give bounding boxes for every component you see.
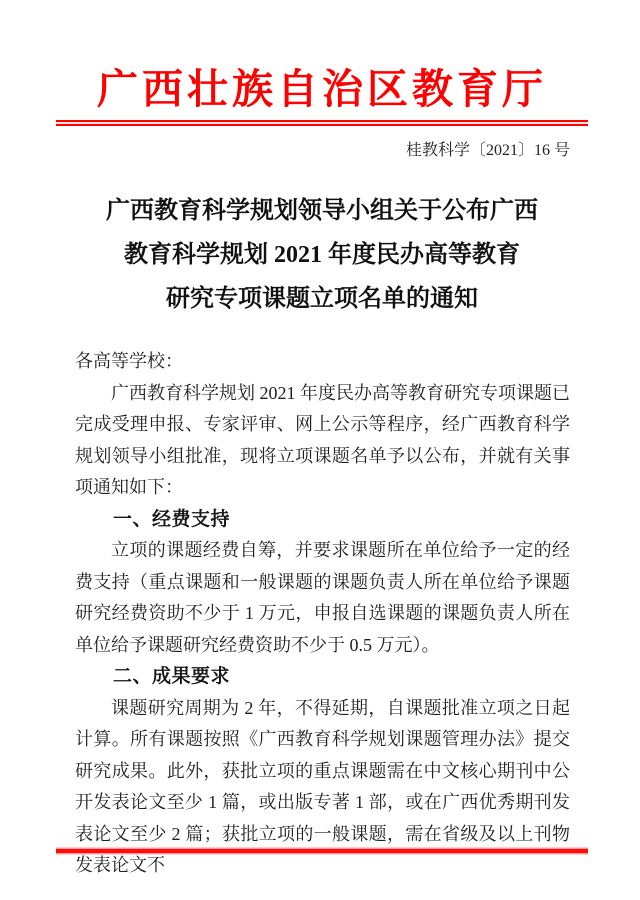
notice-title-line-1: 广西教育科学规划领导小组关于公布广西 [106, 198, 538, 224]
intro-paragraph: 广西教育科学规划 2021 年度民办高等教育研究专项课题已完成受理申报、专家评审、网上公示等程序，经广西教育科学规划领导小组批准，现将立项课题名单予以公布，并就有关事项通知如下： [75, 382, 570, 497]
page-footer-rule [56, 849, 588, 853]
document-number: 桂教科学〔2021〕16 号 [405, 142, 570, 159]
letterhead-divider-rule [56, 120, 588, 126]
agency-name: 广西壮族自治区教育厅 [97, 66, 547, 112]
salutation: 各高等学校： [75, 351, 183, 371]
document-body [56, 346, 588, 882]
notice-title-line-3: 研究专项课题立项名单的通知 [166, 286, 478, 312]
section-2-heading: 二、成果要求 [113, 666, 231, 687]
notice-title-line-2: 教育科学规划 2021 年度民办高等教育 [124, 242, 520, 268]
section-1-heading: 一、经费支持 [113, 508, 231, 530]
section-1-paragraph: 立项的课题经费自筹，并要求课题所在单位给予一定的经费支持（重点课题和一般课题的课题负责人所在单位给予课题研究经费资助不少于 1 万元，申报自选课题的课题负责人所在单位给予课题研究经费资助不少于 0.5 万元）。 [75, 540, 570, 655]
section-2-paragraph: 课题研究周期为 2 年，不得延期，自课题批准立项之日起计算。所有课题按照《广西教育科学规划课题管理办法》提交研究成果。此外，获批立项的重点课题需在中文核心期刊中公开发表论文至少 1 篇，或出版专著 1 部，或在广西优秀期刊发表论文至少 2 篇；获批立项的一般课题，需在省级及以上刊物发表论文不 [75, 697, 570, 875]
notice-title [56, 189, 588, 321]
